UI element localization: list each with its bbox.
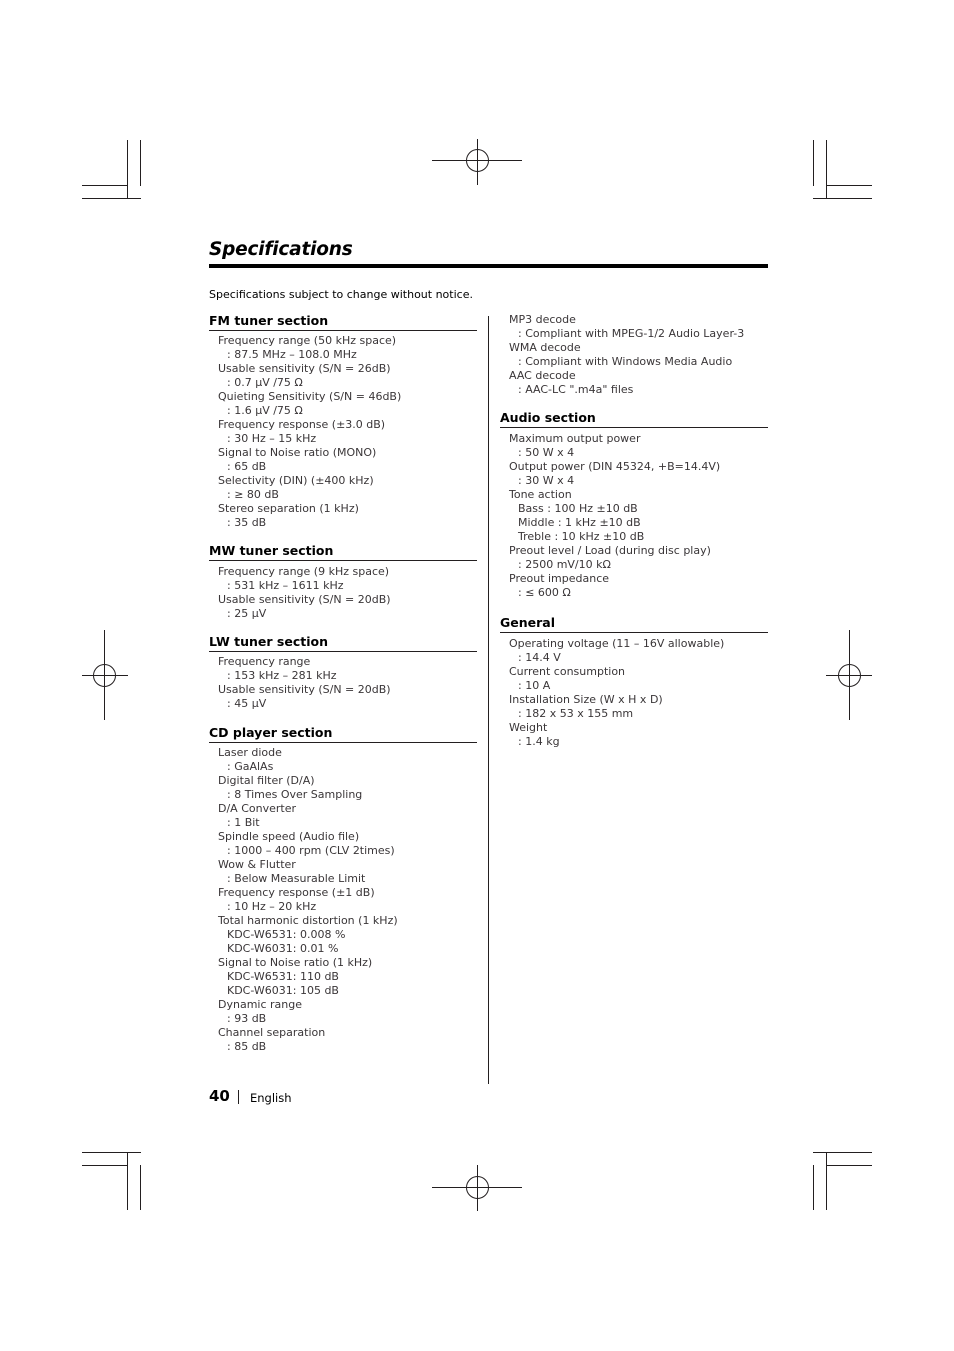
spec-label: Laser diode (218, 746, 282, 759)
change-notice: Specifications subject to change without notice. (209, 288, 473, 301)
spec-value: : 10 Hz – 20 kHz (227, 900, 317, 913)
spec-label: Dynamic range (218, 998, 302, 1011)
spec-value: : Below Measurable Limit (227, 872, 366, 885)
spec-label: Operating voltage (11 – 16V allowable) (509, 637, 725, 650)
section-heading-lw-tuner: LW tuner section (209, 634, 477, 652)
spec-label: Frequency response (±1 dB) (218, 886, 375, 899)
spec-label: Weight (509, 721, 548, 734)
spec-value: Treble : 10 kHz ±10 dB (518, 530, 645, 543)
spec-label: Current consumption (509, 665, 626, 678)
spec-value: : 93 dB (227, 1012, 267, 1025)
spec-label: Frequency response (±3.0 dB) (218, 418, 386, 431)
spec-label: Selectivity (DIN) (±400 kHz) (218, 474, 374, 487)
spec-label: Maximum output power (509, 432, 641, 445)
spec-value: : 10 A (518, 679, 551, 692)
footer-separator (238, 1090, 239, 1104)
spec-label: Preout level / Load (during disc play) (509, 544, 711, 557)
spec-value: : 30 Hz – 15 kHz (227, 432, 317, 445)
spec-label: Usable sensitivity (S/N = 20dB) (218, 683, 391, 696)
spec-label: Installation Size (W x H x D) (509, 693, 663, 706)
column-divider (488, 316, 489, 1084)
spec-value: : 531 kHz – 1611 kHz (227, 579, 344, 592)
spec-label: Stereo separation (1 kHz) (218, 502, 359, 515)
spec-value: : 182 x 53 x 155 mm (518, 707, 634, 720)
spec-label: Tone action (509, 488, 572, 501)
spec-value: : 1.4 kg (518, 735, 560, 748)
spec-label: Spindle speed (Audio file) (218, 830, 360, 843)
spec-value: : 2500 mV/10 kΩ (518, 558, 611, 571)
spec-value: KDC-W6531: 110 dB (227, 970, 339, 983)
spec-label: Usable sensitivity (S/N = 20dB) (218, 593, 391, 606)
spec-value: : Compliant with Windows Media Audio (518, 355, 733, 368)
spec-value: : 87.5 MHz – 108.0 MHz (227, 348, 357, 361)
cd-player-specs (209, 746, 398, 1054)
spec-value: KDC-W6031: 105 dB (227, 984, 339, 997)
spec-value: KDC-W6031: 0.01 % (227, 942, 339, 955)
spec-label: Frequency range (218, 655, 311, 668)
page-number: 40 (209, 1087, 230, 1105)
section-heading-mw-tuner: MW tuner section (209, 543, 477, 561)
spec-label: Digital filter (D/A) (218, 774, 315, 787)
section-heading-audio: Audio section (500, 410, 768, 428)
spec-label: Total harmonic distortion (1 kHz) (218, 914, 398, 927)
spec-value: : 1 Bit (227, 816, 260, 829)
footer-language: English (250, 1091, 292, 1105)
spec-value: : 30 W x 4 (518, 474, 575, 487)
spec-value: : 153 kHz – 281 kHz (227, 669, 337, 682)
spec-label: Channel separation (218, 1026, 326, 1039)
decode-specs (500, 313, 744, 397)
spec-value: : 1000 – 400 rpm (CLV 2times) (227, 844, 395, 857)
spec-value: : 35 dB (227, 516, 267, 529)
spec-value: KDC-W6531: 0.008 % (227, 928, 346, 941)
page-title: Specifications (209, 239, 353, 260)
fm-tuner-specs (209, 334, 401, 530)
spec-value: : 0.7 μV /75 Ω (227, 376, 303, 389)
lw-tuner-specs (209, 655, 391, 711)
audio-specs (500, 432, 720, 600)
spec-value: : 65 dB (227, 460, 267, 473)
spec-label: Output power (DIN 45324, +B=14.4V) (509, 460, 721, 473)
spec-value: : 45 μV (227, 697, 267, 710)
section-heading-cd-player: CD player section (209, 725, 477, 743)
spec-label: MP3 decode (509, 313, 576, 326)
spec-label: Wow & Flutter (218, 858, 296, 871)
spec-label: D/A Converter (218, 802, 296, 815)
spec-value: : AAC-LC ".m4a" files (518, 383, 634, 396)
spec-value: : 8 Times Over Sampling (227, 788, 363, 801)
spec-label: Preout impedance (509, 572, 610, 585)
spec-label: Signal to Noise ratio (1 kHz) (218, 956, 373, 969)
title-rule (209, 264, 768, 268)
section-heading-general: General (500, 615, 768, 633)
section-heading-fm-tuner: FM tuner section (209, 313, 477, 331)
spec-value: Middle : 1 kHz ±10 dB (518, 516, 641, 529)
spec-value: : Compliant with MPEG-1/2 Audio Layer-3 (518, 327, 745, 340)
spec-label: Signal to Noise ratio (MONO) (218, 446, 377, 459)
spec-value: : GaAlAs (227, 760, 274, 773)
spec-label: Frequency range (9 kHz space) (218, 565, 390, 578)
spec-value: : 85 dB (227, 1040, 267, 1053)
spec-value: Bass : 100 Hz ±10 dB (518, 502, 638, 515)
general-specs (500, 637, 724, 749)
spec-value: : 1.6 μV /75 Ω (227, 404, 303, 417)
mw-tuner-specs (209, 565, 391, 621)
spec-label: AAC decode (509, 369, 576, 382)
spec-label: Quieting Sensitivity (S/N = 46dB) (218, 390, 402, 403)
spec-label: WMA decode (509, 341, 581, 354)
spec-value: : ≥ 80 dB (227, 488, 279, 501)
spec-value: : 14.4 V (518, 651, 561, 664)
spec-label: Frequency range (50 kHz space) (218, 334, 397, 347)
spec-value: : ≤ 600 Ω (518, 586, 571, 599)
spec-value: : 25 μV (227, 607, 267, 620)
spec-value: : 50 W x 4 (518, 446, 575, 459)
spec-label: Usable sensitivity (S/N = 26dB) (218, 362, 391, 375)
